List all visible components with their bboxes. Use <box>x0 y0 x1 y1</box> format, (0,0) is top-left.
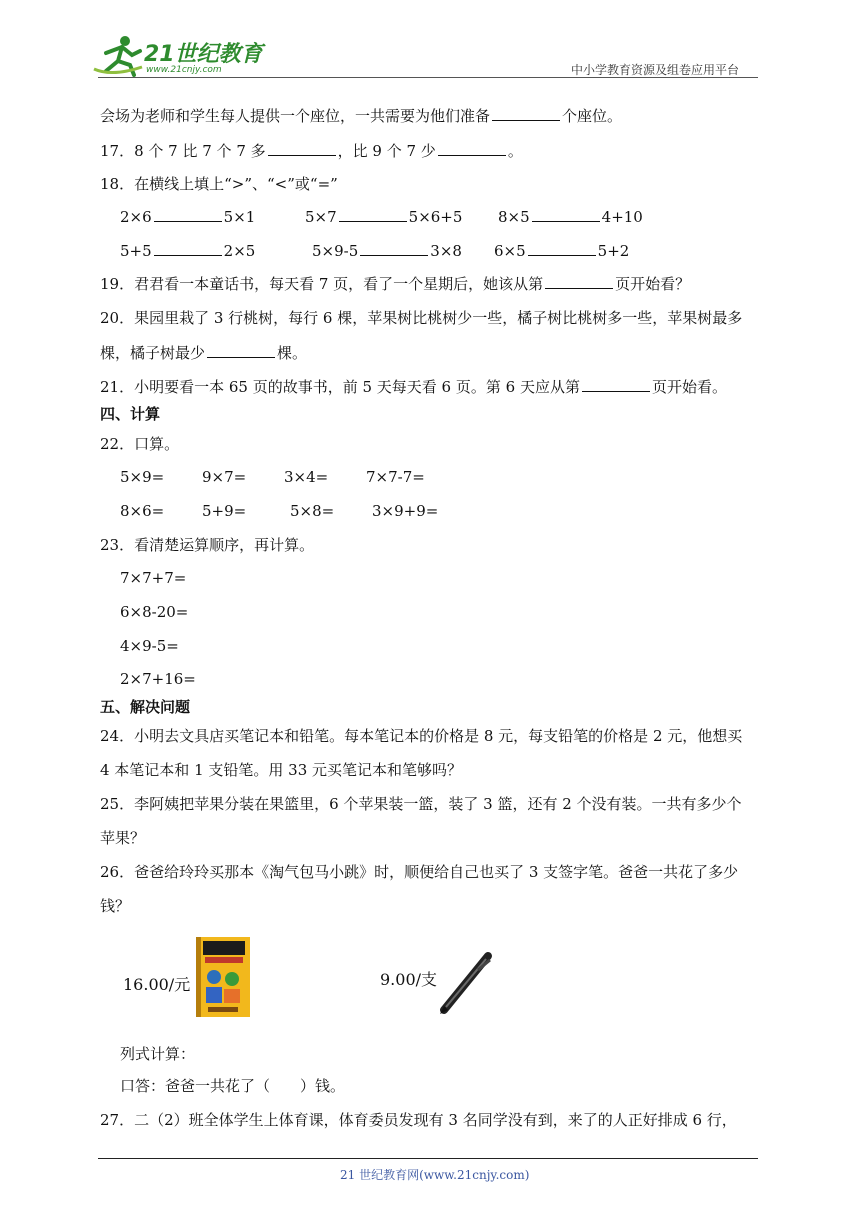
answer-blank <box>339 207 407 222</box>
text: 页开始看。 <box>651 378 727 396</box>
expr: 5+9= <box>202 502 247 520</box>
text: 19．君君看一本童话书，每天看 7 页，看了一个星期后，她该从第 <box>100 275 544 293</box>
text: 个座位。 <box>562 107 623 125</box>
answer-blank <box>532 207 600 222</box>
question-26-cont: 钱？ <box>100 897 131 915</box>
q18-row-2b <box>312 240 462 262</box>
site-logo <box>92 33 267 79</box>
header-divider <box>98 77 758 78</box>
book-image <box>196 937 250 1017</box>
question-20: 20．果园里栽了 3 行桃树，每行 6 棵，苹果树比桃树少一些，橘子树比桃树多一些，苹果树最多 <box>100 309 743 327</box>
expr: 4+10 <box>601 208 643 226</box>
text: 页开始看？ <box>615 275 691 293</box>
q18-row-1 <box>120 206 255 228</box>
platform-name: 中小学教育资源及组卷应用平台 <box>571 63 740 77</box>
question-25-cont: 苹果？ <box>100 829 146 847</box>
question-26: 26．爸爸给玲玲买那本《淘气包马小跳》时，顺便给自己也买了 3 支签字笔。爸爸一共花了多少 <box>100 863 739 881</box>
text: 17．8 个 7 比 7 个 7 多 <box>100 142 266 160</box>
expr: 2×5 <box>223 242 256 260</box>
answer-blank <box>492 106 560 121</box>
question-24-cont: 4 本笔记本和 1 支铅笔。用 33 元买笔记本和笔够吗？ <box>100 761 463 779</box>
expr: 5×9= <box>120 468 165 486</box>
expr: 5×1 <box>223 208 256 226</box>
footer-divider <box>98 1158 758 1159</box>
expr: 6×5 <box>494 242 526 260</box>
q16-continuation <box>100 105 622 127</box>
answer-blank <box>154 207 222 222</box>
q18-row-1b <box>305 206 462 228</box>
text: 棵。 <box>277 344 308 362</box>
book-cover-icon <box>196 937 250 1017</box>
expr: 2×6 <box>120 208 152 226</box>
question-21 <box>100 376 727 398</box>
expr: 5×8= <box>290 502 335 520</box>
question-17 <box>100 140 523 162</box>
logo-title: 21世纪教育 <box>144 42 263 67</box>
question-25: 25．李阿姨把苹果分装在果篮里，6 个苹果装一篮，装了 3 篮，还有 2 个没有装。一共有多少个 <box>100 795 742 813</box>
answer-blank <box>545 274 613 289</box>
expr: 8×6= <box>120 502 165 520</box>
answer-blank <box>582 377 650 392</box>
answer-blank <box>154 241 222 256</box>
expr: 8×5 <box>498 208 530 226</box>
q18-row-1c <box>498 206 643 228</box>
book-price: 16.00/元 <box>123 975 191 994</box>
pen-price: 9.00/支 <box>380 970 438 989</box>
expr: 5×9-5 <box>312 242 359 260</box>
text: 21．小明要看一本 65 页的故事书，前 5 天每天看 6 页。第 6 天应从第 <box>100 378 580 396</box>
answer-blank <box>268 141 336 156</box>
question-22: 22．口算。 <box>100 435 180 453</box>
expr: 3×8 <box>430 242 462 260</box>
question-23: 23．看清楚运算顺序，再计算。 <box>100 536 315 554</box>
text: 棵，橘子树最少 <box>100 344 206 362</box>
section-heading-calc: 四、计算 <box>100 405 161 423</box>
question-18: 18．在横线上填上“>”、“<”或“=” <box>100 175 338 193</box>
question-19 <box>100 273 690 295</box>
text: 。 <box>507 142 523 160</box>
answer-blank <box>207 343 275 358</box>
question-27: 27．二（2）班全体学生上体育课，体育委员发现有 3 名同学没有到，来了的人正好排成 6 行， <box>100 1111 737 1129</box>
expr: 5+5 <box>120 242 152 260</box>
expr: 3×9+9= <box>372 502 439 520</box>
text: ，比 9 个 7 少 <box>337 142 436 160</box>
expr: 3×4= <box>284 468 329 486</box>
answer-blank <box>360 241 428 256</box>
q22-row-2 <box>120 500 438 522</box>
question-20-cont <box>100 342 307 364</box>
expr: 7×7-7= <box>366 468 425 486</box>
q22-row-1 <box>120 466 425 488</box>
q23-item-3: 4×9-5= <box>120 637 179 655</box>
q23-item-2: 6×8-20= <box>120 603 189 621</box>
calc-label: 列式计算： <box>120 1045 196 1063</box>
expr: 5+2 <box>597 242 630 260</box>
runner-logo-icon <box>92 33 146 77</box>
answer-blank <box>528 241 596 256</box>
expr: 5×6+5 <box>408 208 463 226</box>
pen-image <box>436 950 496 1016</box>
text: 会场为老师和学生每人提供一个座位，一共需要为他们准备 <box>100 107 491 125</box>
logo-url: www.21cnjy.com <box>146 65 222 75</box>
q18-row-2c <box>494 240 629 262</box>
q23-item-1: 7×7+7= <box>120 569 187 587</box>
expr: 5×7 <box>305 208 337 226</box>
question-24: 24．小明去文具店买笔记本和铅笔。每本笔记本的价格是 8 元，每支铅笔的价格是 2 元，他想买 <box>100 727 743 745</box>
expr: 9×7= <box>202 468 247 486</box>
footer-text: 21 世纪教育网(www.21cnjy.com) <box>340 1168 530 1182</box>
answer-label: 口答：爸爸一共花了（ ）钱。 <box>120 1077 346 1095</box>
q18-row-2 <box>120 240 255 262</box>
answer-blank <box>438 141 506 156</box>
q23-item-4: 2×7+16= <box>120 670 196 688</box>
pen-icon <box>436 950 496 1016</box>
section-heading-problems: 五、解决问题 <box>100 698 191 716</box>
